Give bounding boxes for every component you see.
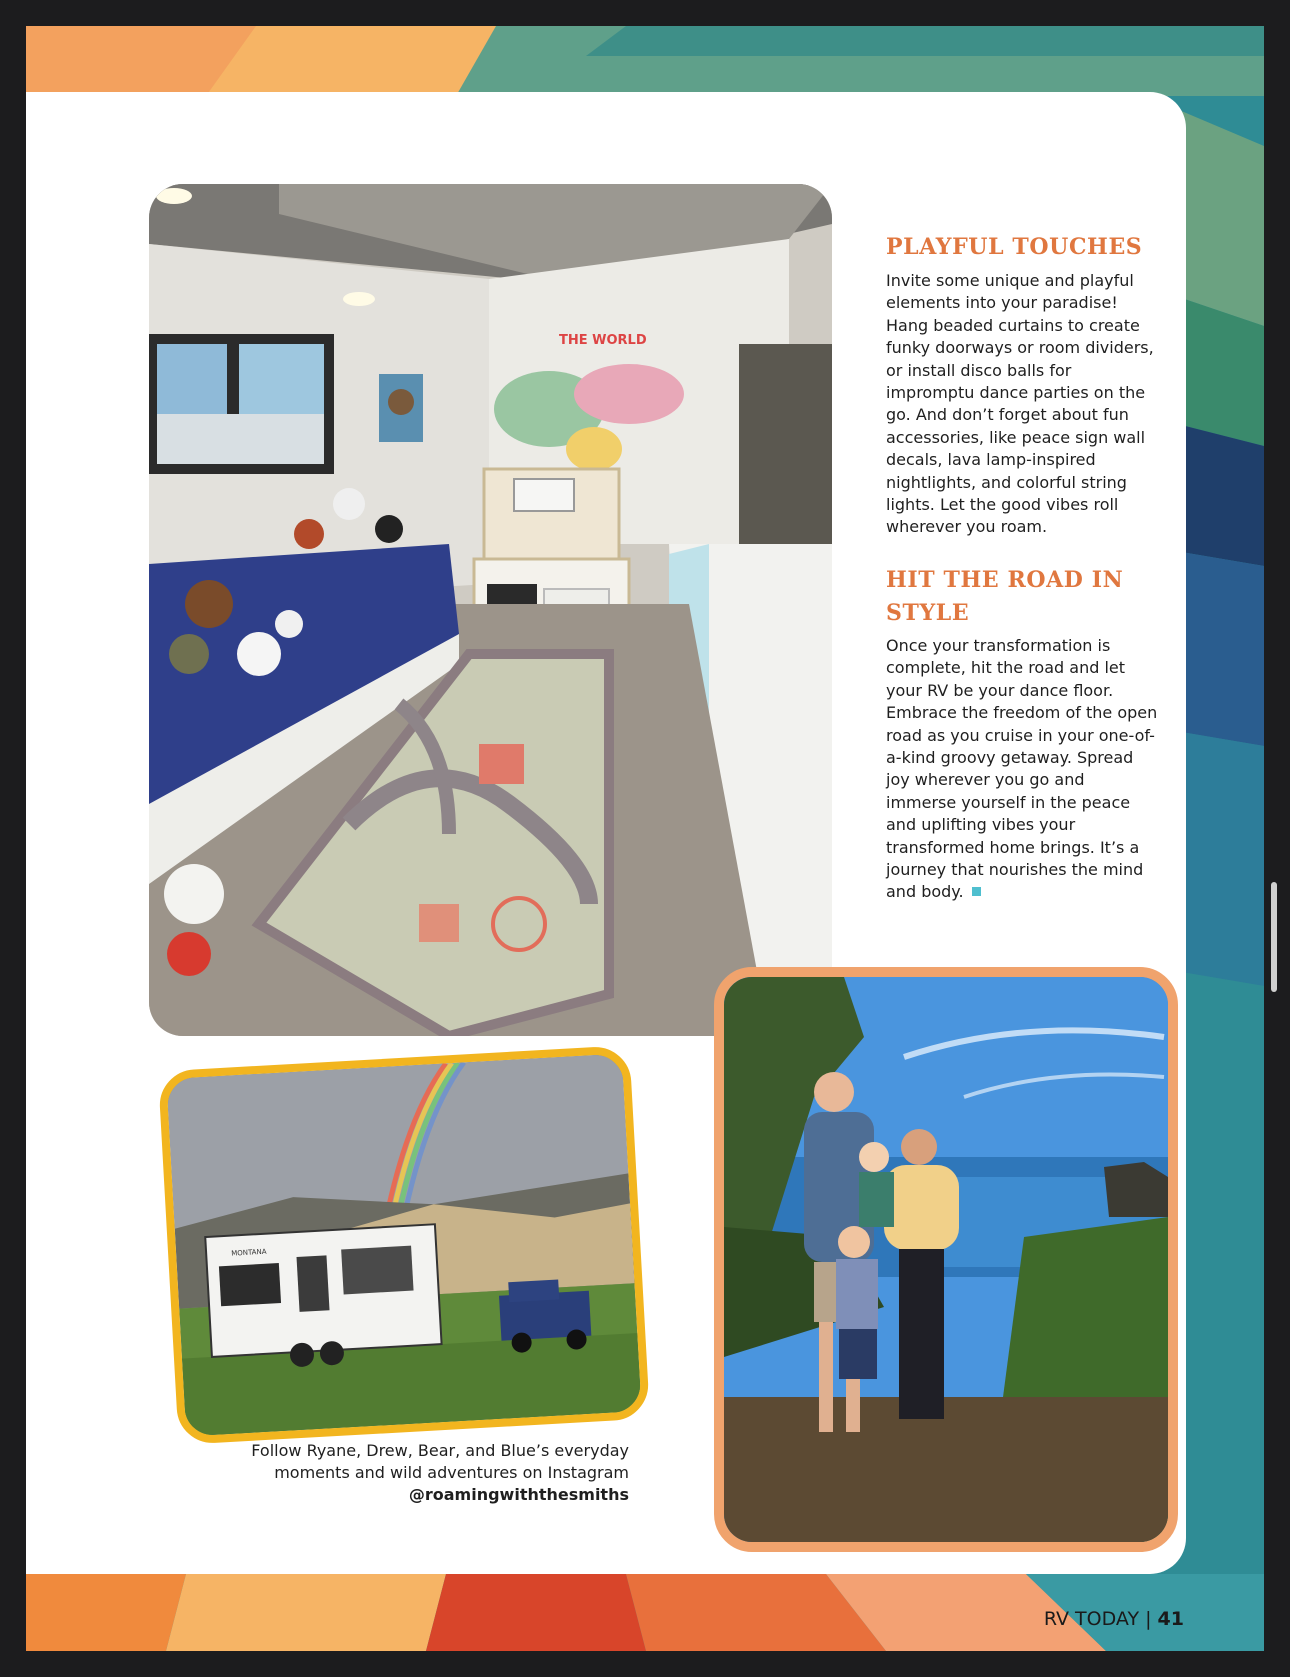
caption-line-2: moments and wild adventures on Instagram (274, 1463, 629, 1482)
caption-line-1: Follow Ryane, Drew, Bear, and Blue’s everyday (251, 1441, 629, 1460)
rv-brand-label: MONTANA (230, 1247, 267, 1258)
footer-separator: | (1145, 1608, 1152, 1630)
magazine-page (26, 26, 1264, 1651)
kids-room-illustration (149, 184, 832, 1036)
section-body-hit-the-road-text: Once your transformation is complete, hit the road and let your RV be your dance floor. Embrace the freedom of the open road as you cruise in your one-of-a-kind groovy getaway. Spread joy wherever you go and immerse yourself in the peace and uplifting vibes your transformed home brings. It’s a journey that nourishes the mind and body. (886, 636, 1158, 902)
kids-room-photo (149, 184, 832, 1036)
page-footer (1044, 1608, 1184, 1630)
family-illustration (724, 977, 1168, 1542)
section-heading-hit-the-road: HIT THE ROAD IN STYLE (886, 567, 1124, 626)
instagram-handle: @roamingwiththesmiths (408, 1485, 629, 1504)
page-number: 41 (1157, 1608, 1184, 1630)
rv-rainbow-photo (158, 1045, 650, 1445)
world-map-label: THE WORLD (559, 333, 647, 348)
family-photo (714, 967, 1178, 1552)
section-body-hit-the-road (886, 635, 1158, 904)
photo-caption (209, 1440, 629, 1506)
publication-name: RV TODAY (1043, 1608, 1140, 1630)
rv-rainbow-illustration (166, 1054, 641, 1437)
end-of-article-mark (972, 887, 981, 896)
vertical-scrollbar[interactable] (1271, 882, 1277, 992)
section-body-playful-touches: Invite some unique and playful elements into your paradise! Hang beaded curtains to create funky doorways or room dividers, or install disco balls for impromptu dance parties on the go. And don’t forget about fun accessories, like peace sign wall decals, lava lamp-inspired nightlights, and colorful string lights. Let the good vibes roll wherever you roam. (886, 271, 1154, 537)
section-heading-playful-touches: PLAYFUL TOUCHES (886, 234, 1143, 260)
